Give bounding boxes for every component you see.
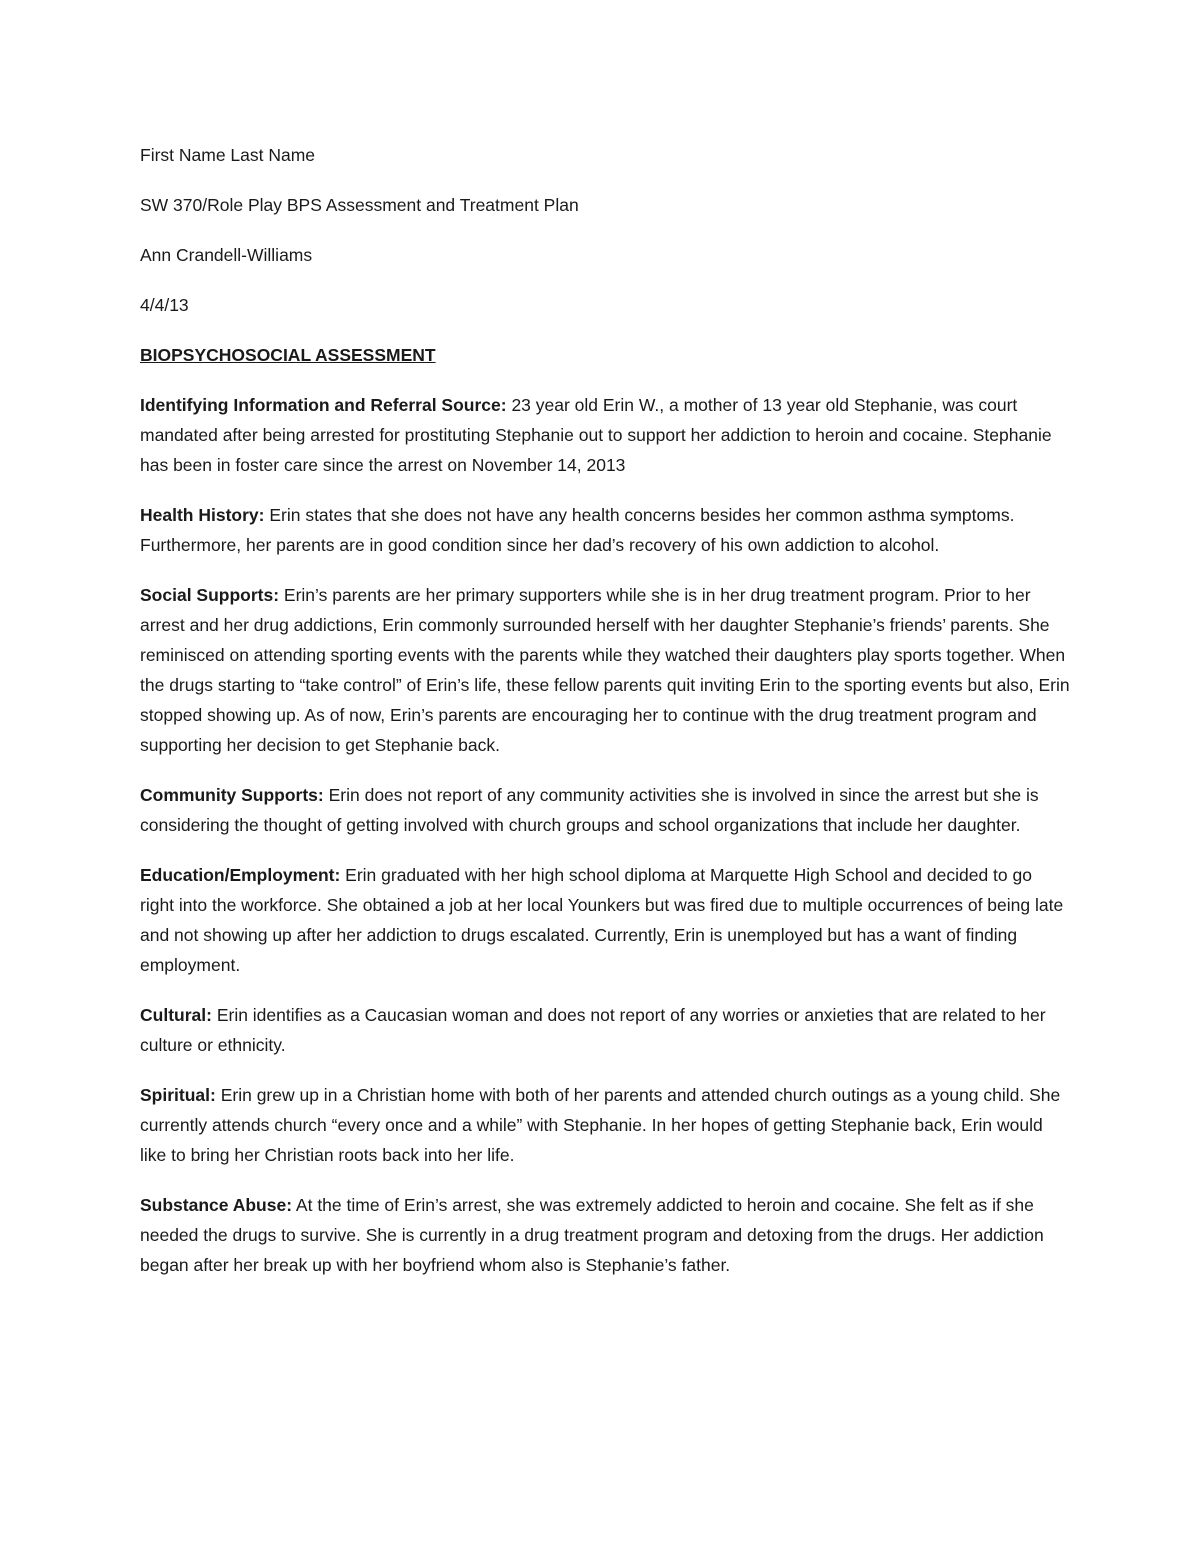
section-heading: BIOPSYCHOSOCIAL ASSESSMENT: [140, 345, 436, 365]
paragraph-label: Community Supports:: [140, 785, 324, 805]
social-supports-paragraph: [140, 580, 1070, 760]
paragraph-label: Identifying Information and Referral Source:: [140, 395, 507, 415]
paragraph-label: Cultural:: [140, 1005, 212, 1025]
paragraph-text: 23 year old Erin W., a mother of 13 year old Stephanie, was court mandated after being arrested for prostituting Stephanie out to support her addiction to heroin and cocaine. Stephanie has been in foster care since the arrest on November 14, 2013: [140, 395, 1052, 475]
course-title: SW 370/Role Play BPS Assessment and Treatment Plan: [140, 195, 579, 215]
education-employment-paragraph: [140, 860, 1070, 980]
paragraph-label: Spiritual:: [140, 1085, 216, 1105]
paragraph-text: Erin does not report of any community activities she is involved in since the arrest but she is considering the thought of getting involved with church groups and school organizations that include her daughter.: [140, 785, 1039, 835]
document-page: [140, 140, 1070, 1300]
student-name: First Name Last Name: [140, 145, 316, 165]
spiritual-paragraph: [140, 1080, 1070, 1170]
paragraph-text: Erin grew up in a Christian home with both of her parents and attended church outings as a young child. She currently attends church “every once and a while” with Stephanie. In her hopes of getting Stephanie back, Erin would like to bring her Christian roots back into her life.: [140, 1085, 1061, 1165]
document-date: 4/4/13: [140, 295, 189, 315]
health-history-paragraph: [140, 500, 1070, 560]
paragraph-text: Erin’s parents are her primary supporters while she is in her drug treatment program. Prior to her arrest and her drug addictions, Erin commonly surrounded herself with her daughter Stephanie’s friends’ parents. She reminisced on attending sporting events with the parents while they watched their daughters play sports together. When the drugs starting to “take control” of Erin’s life, these fellow parents quit inviting Erin to the sporting events but also, Erin stopped showing up. As of now, Erin’s parents are encouraging her to continue with the drug treatment program and supporting her decision to get Stephanie back.: [140, 585, 1070, 755]
cultural-paragraph: [140, 1000, 1070, 1060]
identifying-information-paragraph: [140, 390, 1070, 480]
paragraph-label: Health History:: [140, 505, 265, 525]
substance-abuse-paragraph: [140, 1190, 1070, 1280]
paragraph-label: Substance Abuse:: [140, 1195, 293, 1215]
paragraph-label: Education/Employment:: [140, 865, 341, 885]
paragraph-text: Erin identifies as a Caucasian woman and does not report of any worries or anxieties that are related to her culture or ethnicity.: [140, 1005, 1046, 1055]
community-supports-paragraph: [140, 780, 1070, 840]
paragraph-text: Erin graduated with her high school diploma at Marquette High School and decided to go right into the workforce. She obtained a job at her local Younkers but was fired due to multiple occurrences of being late and not showing up after her addiction to drugs escalated. Currently, Erin is unemployed but has a want of finding employment.: [140, 865, 1064, 975]
instructor-name: Ann Crandell-Williams: [140, 245, 313, 265]
paragraph-text: Erin states that she does not have any health concerns besides her common asthma symptoms. Furthermore, her parents are in good condition since her dad’s recovery of his own addiction to alcohol.: [140, 505, 1015, 555]
paragraph-text: At the time of Erin’s arrest, she was extremely addicted to heroin and cocaine. She felt as if she needed the drugs to survive. She is currently in a drug treatment program and detoxing from the drugs. Her addiction began after her break up with her boyfriend whom also is Stephanie’s father.: [140, 1195, 1044, 1275]
paragraph-label: Social Supports:: [140, 585, 280, 605]
